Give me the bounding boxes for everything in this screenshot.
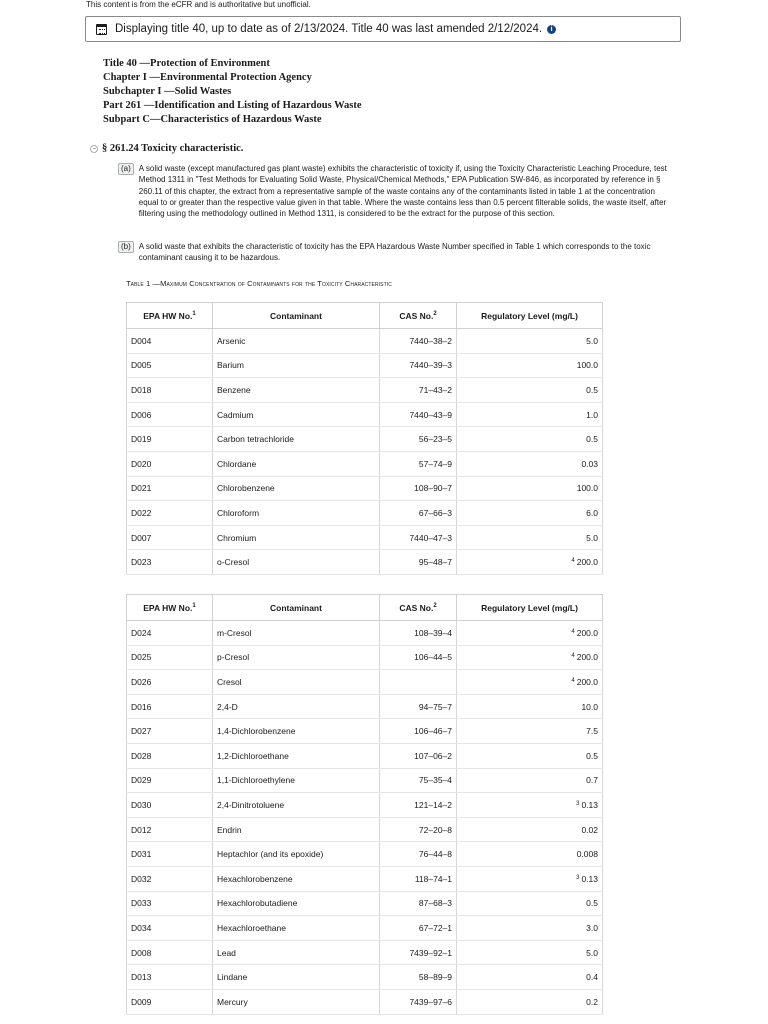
regulatory-level-cell <box>457 525 603 550</box>
collapse-icon[interactable] <box>90 145 98 153</box>
cas-number-cell: 56–23–5 <box>380 427 457 452</box>
level-value: 100.0 <box>576 360 598 371</box>
hw-number-cell: D008 <box>127 940 213 965</box>
cas-number-cell: 7440–39–3 <box>380 353 457 378</box>
level-value: 5.0 <box>586 947 598 958</box>
hw-number-cell: D026 <box>127 670 213 695</box>
contaminant-cell: Endrin <box>213 817 380 842</box>
hierarchy-part[interactable]: Part 261 —Identification and Listing of Hazardous Waste <box>103 100 362 111</box>
regulatory-level-cell <box>457 965 603 990</box>
footnote-marker[interactable]: 4 <box>571 677 575 684</box>
table-header-row <box>127 595 603 621</box>
hw-number-cell: D030 <box>127 793 213 818</box>
table-row <box>127 891 603 916</box>
disclaimer-note: This content is from the eCFR and is authoritative but unofficial. <box>86 0 311 9</box>
cas-number-cell: 94–75–7 <box>380 694 457 719</box>
hw-number-cell: D023 <box>127 550 213 575</box>
hw-number-cell: D009 <box>127 989 213 1014</box>
hw-number-cell: D024 <box>127 621 213 646</box>
regulatory-level-cell <box>457 621 603 646</box>
table-row <box>127 916 603 941</box>
table-row <box>127 866 603 891</box>
header-level: Regulatory Level (mg/L) <box>457 595 603 621</box>
level-value: 3.0 <box>586 922 598 933</box>
paragraph-label[interactable]: (b) <box>118 241 134 253</box>
hw-number-cell: D028 <box>127 743 213 768</box>
contaminant-cell: Cadmium <box>213 402 380 427</box>
table-row <box>127 719 603 744</box>
level-value: 0.13 <box>581 873 598 884</box>
cas-number-cell: 121–14–2 <box>380 793 457 818</box>
hw-number-cell: D031 <box>127 842 213 867</box>
level-value: 100.0 <box>576 483 598 494</box>
contaminant-cell: Hexachloroethane <box>213 916 380 941</box>
hierarchy-title[interactable]: Title 40 —Protection of Environment <box>103 58 270 69</box>
level-value: 200.0 <box>576 627 598 638</box>
table-row <box>127 940 603 965</box>
hw-number-cell: D006 <box>127 402 213 427</box>
level-value: 0.02 <box>581 824 598 835</box>
contaminant-cell: Lead <box>213 940 380 965</box>
cas-number-cell: 118–74–1 <box>380 866 457 891</box>
regulatory-level-cell <box>457 842 603 867</box>
cas-number-cell: 76–44–8 <box>380 842 457 867</box>
hw-number-cell: D013 <box>127 965 213 990</box>
contaminant-cell: 2,4-D <box>213 694 380 719</box>
table-row <box>127 842 603 867</box>
contaminant-cell: Lindane <box>213 965 380 990</box>
contaminant-cell: Chromium <box>213 525 380 550</box>
breadcrumb-hierarchy <box>103 57 362 127</box>
regulatory-level-cell <box>457 743 603 768</box>
cas-number-cell: 67–66–3 <box>380 501 457 526</box>
toxicity-table-part-1 <box>126 302 603 575</box>
cas-number-cell: 7440–38–2 <box>380 329 457 354</box>
regulatory-level-cell <box>457 329 603 354</box>
regulatory-level-cell <box>457 353 603 378</box>
table-row <box>127 817 603 842</box>
cas-number-cell: 72–20–8 <box>380 817 457 842</box>
paragraph-a <box>118 163 670 219</box>
table-row <box>127 353 603 378</box>
paragraph-text: A solid waste (except manufactured gas plant waste) exhibits the characteristic of toxicity if, using the Toxicity Characteristic Leaching Procedure, test Method 1311 in "Test Methods for Evaluating Solid Waste, Physical/Chemical Methods," EPA Publication SW-846, as incorporated by reference in § 260.11 of this chapter, the extract from a representative sample of the waste contains any of the contaminants listed in table 1 at the concentration equal to or greater than the respective value given in that table. Where the waste contains less than 0.5 percent filterable solids, the waste itself, after filtering using the methodology outlined in Method 1311, is considered to be the extract for the purpose of this section. <box>138 164 667 219</box>
header-level: Regulatory Level (mg/L) <box>457 303 603 329</box>
paragraph-text: A solid waste that exhibits the characteristic of toxicity has the EPA Hazardous Waste Number specified in Table 1 which corresponds to the toxic contaminant causing it to be hazardous. <box>138 242 651 263</box>
hw-number-cell: D029 <box>127 768 213 793</box>
table-row <box>127 645 603 670</box>
hw-number-cell: D034 <box>127 916 213 941</box>
level-value: 5.0 <box>586 335 598 346</box>
level-value: 0.03 <box>581 458 598 469</box>
contaminant-cell: Chloroform <box>213 501 380 526</box>
regulatory-level-cell <box>457 670 603 695</box>
contaminant-cell: Chlorobenzene <box>213 476 380 501</box>
contaminant-cell: Mercury <box>213 989 380 1014</box>
regulatory-level-cell <box>457 793 603 818</box>
cas-number-cell: 7440–47–3 <box>380 525 457 550</box>
table-row <box>127 476 603 501</box>
contaminant-cell: p-Cresol <box>213 645 380 670</box>
regulatory-level-cell <box>457 402 603 427</box>
footnote-marker[interactable]: 3 <box>576 800 580 807</box>
footnote-marker[interactable]: 4 <box>571 653 575 660</box>
cas-number-cell: 95–48–7 <box>380 550 457 575</box>
contaminant-cell: Hexachlorobenzene <box>213 866 380 891</box>
section-heading <box>90 143 243 154</box>
level-value: 10.0 <box>581 701 598 712</box>
regulatory-level-cell <box>457 694 603 719</box>
cas-number-cell: 106–44–5 <box>380 645 457 670</box>
level-value: 0.5 <box>586 898 598 909</box>
regulatory-level-cell <box>457 768 603 793</box>
regulatory-level-cell <box>457 940 603 965</box>
table-row <box>127 989 603 1014</box>
contaminant-cell: o-Cresol <box>213 550 380 575</box>
contaminant-cell: Arsenic <box>213 329 380 354</box>
hw-number-cell: D020 <box>127 451 213 476</box>
paragraph-label[interactable]: (a) <box>118 163 134 175</box>
hw-number-cell: D033 <box>127 891 213 916</box>
contaminant-cell: Barium <box>213 353 380 378</box>
calendar-icon <box>96 24 107 35</box>
hw-number-cell: D018 <box>127 378 213 403</box>
cas-number-cell: 106–46–7 <box>380 719 457 744</box>
hw-number-cell: D027 <box>127 719 213 744</box>
header-contaminant: Contaminant <box>213 303 380 329</box>
contaminant-cell: Chlordane <box>213 451 380 476</box>
level-value: 1.0 <box>586 409 598 420</box>
level-value: 0.4 <box>586 972 598 983</box>
header-hw-no: EPA HW No.$^1$ <box>127 595 213 621</box>
regulatory-level-cell <box>457 550 603 575</box>
hw-number-cell: D021 <box>127 476 213 501</box>
level-value: 0.5 <box>586 384 598 395</box>
table-row <box>127 402 603 427</box>
header-cas: CAS No.$^2$ <box>380 595 457 621</box>
cas-number-cell: 107–06–2 <box>380 743 457 768</box>
table-row <box>127 621 603 646</box>
hw-number-cell: D012 <box>127 817 213 842</box>
cas-number-cell: 108–90–7 <box>380 476 457 501</box>
hierarchy-subpart[interactable]: Subpart C—Characteristics of Hazardous Waste <box>103 114 322 125</box>
regulatory-level-cell <box>457 916 603 941</box>
hw-number-cell: D005 <box>127 353 213 378</box>
table-row <box>127 793 603 818</box>
hw-number-cell: D019 <box>127 427 213 452</box>
table-row <box>127 743 603 768</box>
hw-number-cell: D007 <box>127 525 213 550</box>
hw-number-cell: D032 <box>127 866 213 891</box>
cas-number-cell: 71–43–2 <box>380 378 457 403</box>
info-icon[interactable]: i <box>547 25 556 34</box>
contaminant-cell: Cresol <box>213 670 380 695</box>
level-value: 0.008 <box>576 849 598 860</box>
regulatory-level-cell <box>457 989 603 1014</box>
regulatory-level-cell <box>457 451 603 476</box>
regulatory-level-cell <box>457 427 603 452</box>
footnote-marker[interactable]: 4 <box>571 628 575 635</box>
table-row <box>127 694 603 719</box>
table-caption: Table 1 —Maximum Concentration of Contaminants for the Toxicity Characteristic <box>126 279 392 288</box>
table-header-row <box>127 303 603 329</box>
cas-number-cell: 75–35–4 <box>380 768 457 793</box>
status-banner <box>85 16 681 42</box>
cas-number-cell: 108–39–4 <box>380 621 457 646</box>
regulatory-level-cell <box>457 866 603 891</box>
hw-number-cell: D016 <box>127 694 213 719</box>
hw-number-cell: D004 <box>127 329 213 354</box>
cas-number-cell: 58–89–9 <box>380 965 457 990</box>
regulatory-level-cell <box>457 719 603 744</box>
level-value: 0.13 <box>581 799 598 810</box>
footnote-marker[interactable]: 4 <box>571 558 575 565</box>
hw-number-cell: D022 <box>127 501 213 526</box>
table-row <box>127 550 603 575</box>
level-value: 0.2 <box>586 996 598 1007</box>
regulatory-level-cell <box>457 501 603 526</box>
status-text: Displaying title 40, up to date as of 2/13/2024. Title 40 was last amended 2/12/2024. <box>115 23 543 35</box>
contaminant-cell: Benzene <box>213 378 380 403</box>
table-row <box>127 525 603 550</box>
header-hw-no: EPA HW No.$^1$ <box>127 303 213 329</box>
hw-number-cell: D025 <box>127 645 213 670</box>
level-value: 0.5 <box>586 750 598 761</box>
section-title: § 261.24 Toxicity characteristic. <box>102 143 244 154</box>
contaminant-cell: Hexachlorobutadiene <box>213 891 380 916</box>
level-value: 0.5 <box>586 434 598 445</box>
regulatory-level-cell <box>457 645 603 670</box>
contaminant-cell: 1,4-Dichlorobenzene <box>213 719 380 744</box>
footnote-marker[interactable]: 3 <box>576 874 580 881</box>
regulatory-level-cell <box>457 378 603 403</box>
table-row <box>127 451 603 476</box>
level-value: 200.0 <box>576 652 598 663</box>
cas-number-cell: 67–72–1 <box>380 916 457 941</box>
cas-number-cell <box>380 670 457 695</box>
cas-number-cell: 7440–43–9 <box>380 402 457 427</box>
hierarchy-chapter[interactable]: Chapter I —Environmental Protection Agency <box>103 72 312 83</box>
contaminant-cell: m-Cresol <box>213 621 380 646</box>
contaminant-cell: Carbon tetrachloride <box>213 427 380 452</box>
cas-number-cell: 7439–92–1 <box>380 940 457 965</box>
contaminant-cell: 1,1-Dichloroethylene <box>213 768 380 793</box>
table-row <box>127 329 603 354</box>
level-value: 200.0 <box>576 557 598 568</box>
level-value: 7.5 <box>586 726 598 737</box>
table-row <box>127 768 603 793</box>
contaminant-cell: 1,2-Dichloroethane <box>213 743 380 768</box>
regulatory-level-cell <box>457 817 603 842</box>
level-value: 5.0 <box>586 532 598 543</box>
regulatory-level-cell <box>457 891 603 916</box>
table-row <box>127 427 603 452</box>
cas-number-cell: 87–68–3 <box>380 891 457 916</box>
regulatory-level-cell <box>457 476 603 501</box>
table-row <box>127 501 603 526</box>
hierarchy-subchapter[interactable]: Subchapter I —Solid Wastes <box>103 86 232 97</box>
paragraph-b <box>118 241 670 264</box>
level-value: 200.0 <box>576 676 598 687</box>
cas-number-cell: 57–74–9 <box>380 451 457 476</box>
table-row <box>127 378 603 403</box>
table-row <box>127 965 603 990</box>
level-value: 0.7 <box>586 775 598 786</box>
contaminant-cell: Heptachlor (and its epoxide) <box>213 842 380 867</box>
toxicity-table-part-2 <box>126 594 603 1015</box>
contaminant-cell: 2,4-Dinitrotoluene <box>213 793 380 818</box>
header-cas: CAS No.$^2$ <box>380 303 457 329</box>
level-value: 6.0 <box>586 507 598 518</box>
header-contaminant: Contaminant <box>213 595 380 621</box>
table-row <box>127 670 603 695</box>
cas-number-cell: 7439–97–6 <box>380 989 457 1014</box>
